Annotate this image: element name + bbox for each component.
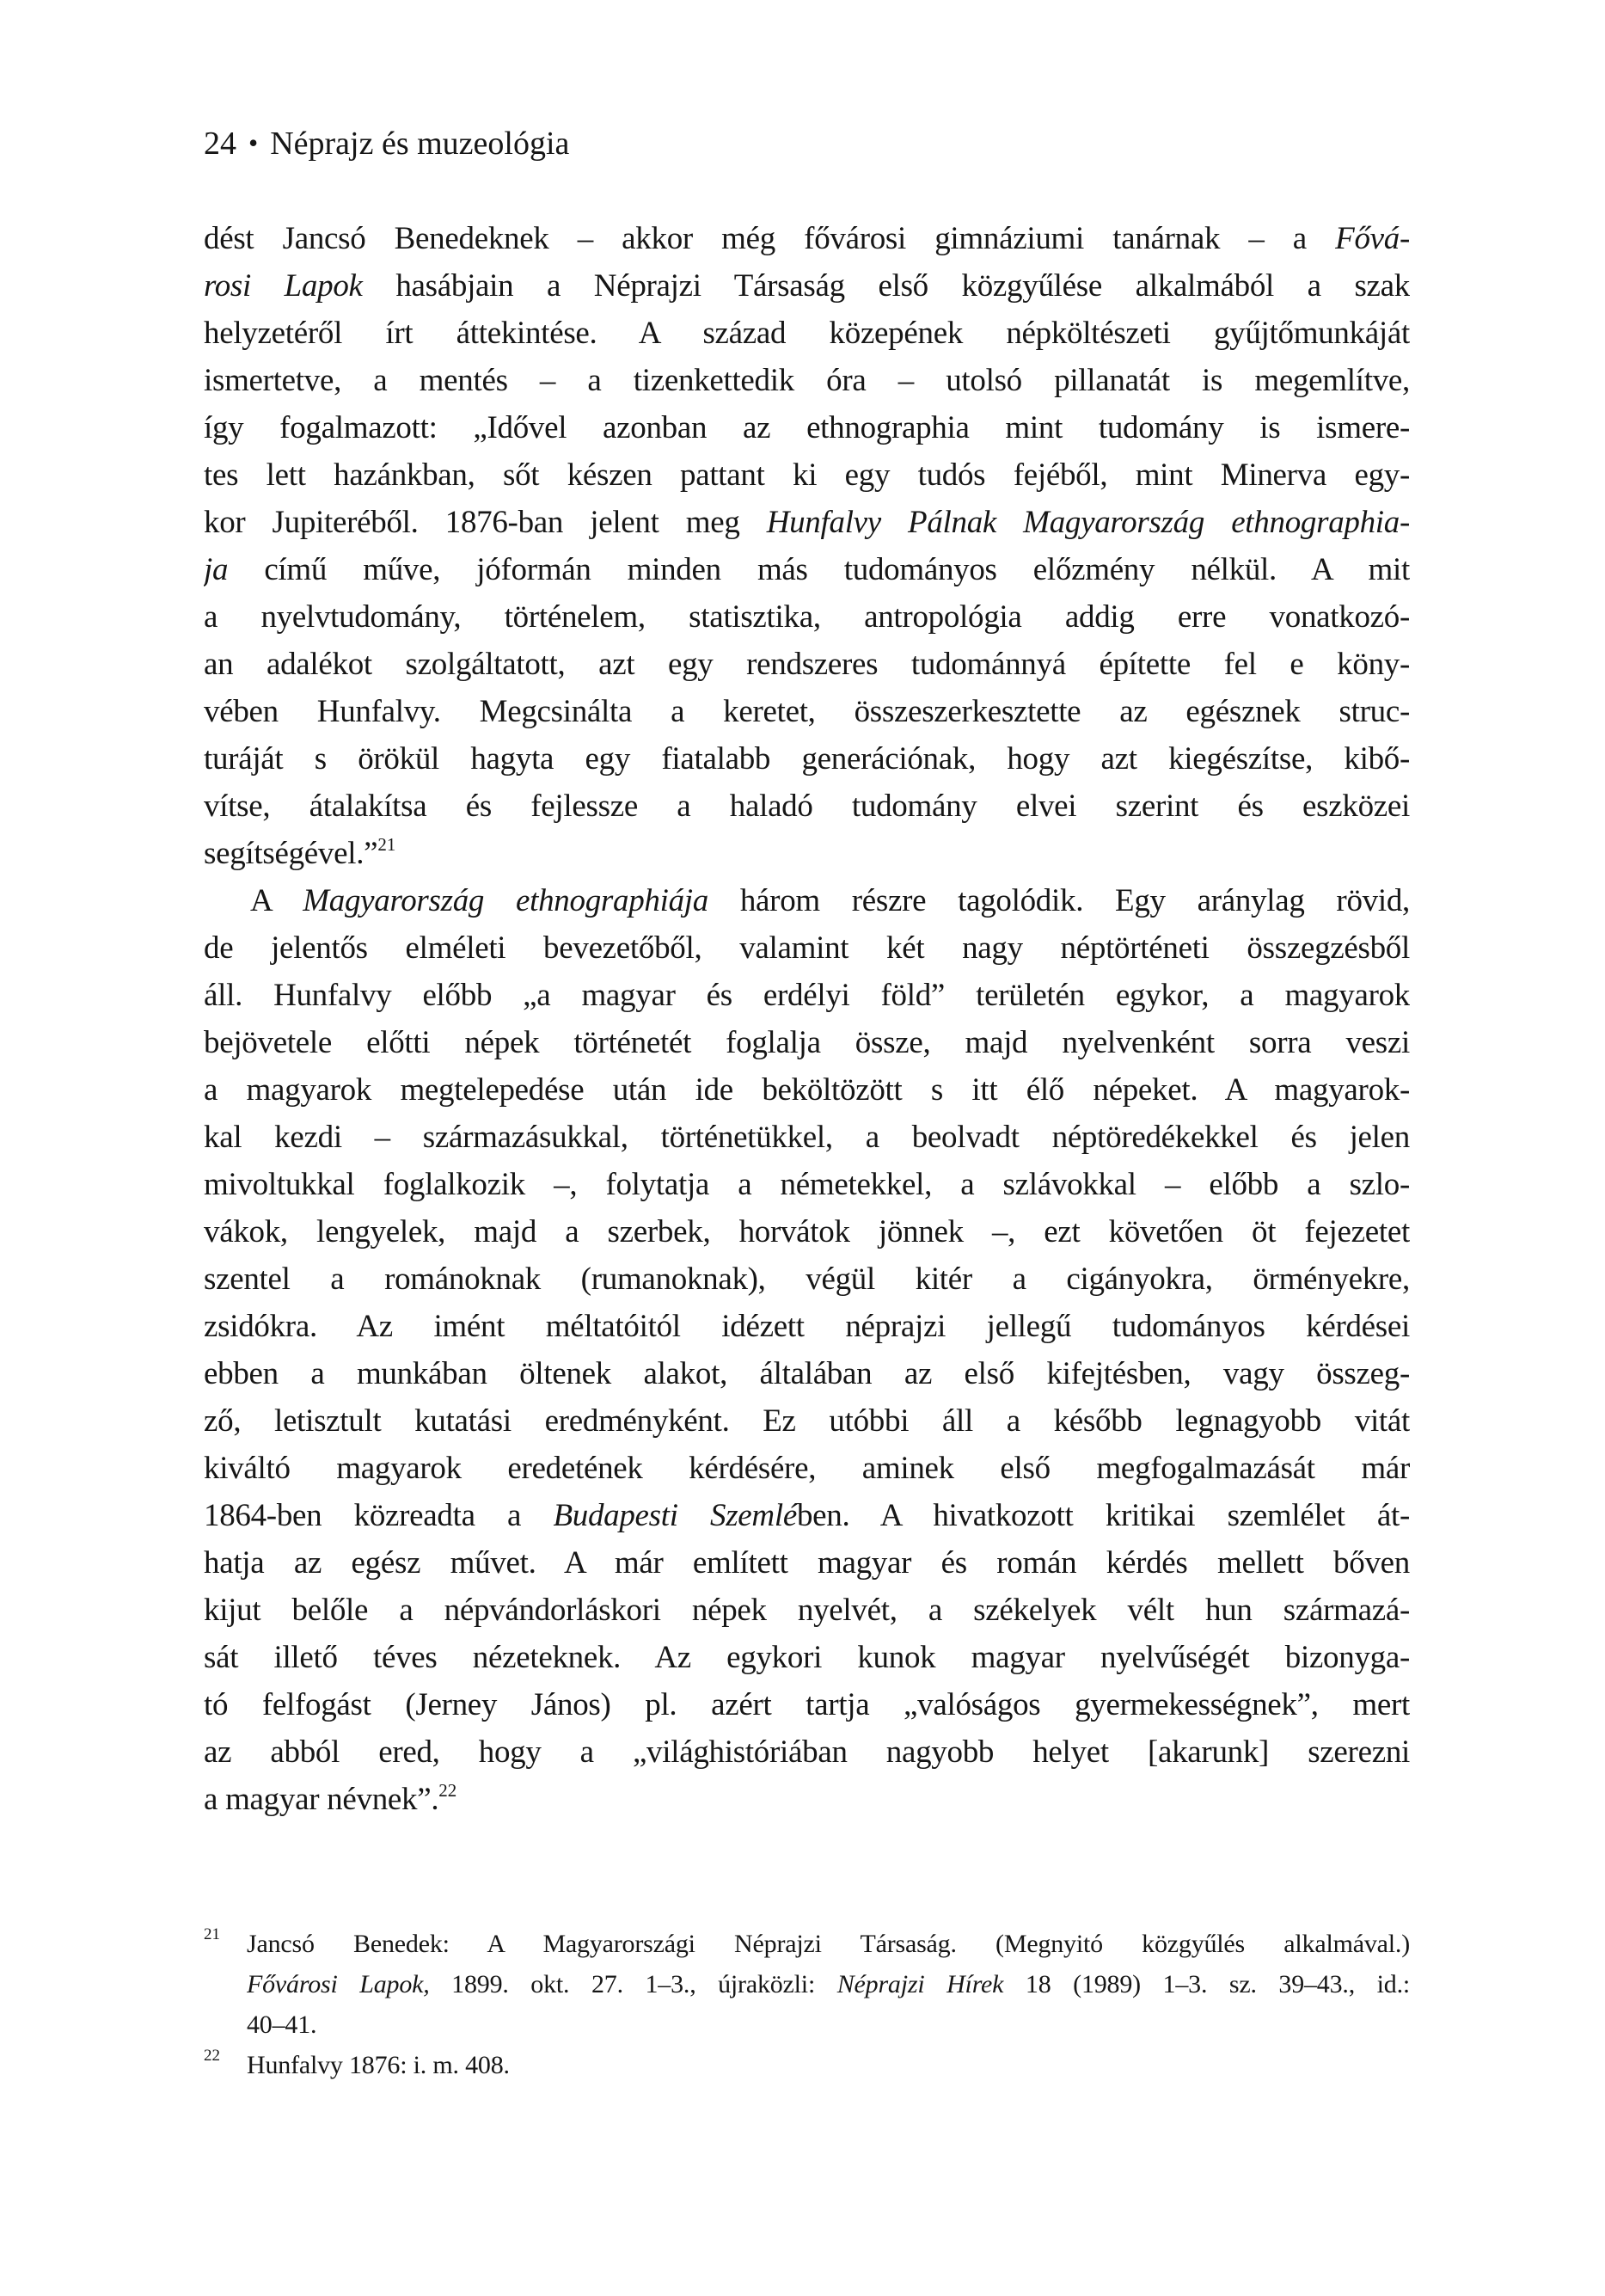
- italic-text-run: Budapesti Szemlé: [553, 1498, 797, 1533]
- body-line: [204, 1208, 1410, 1255]
- text-run: ben. A hivatkozott kritikai szemlélet át-: [796, 1498, 1410, 1533]
- footnote-marker: 21: [204, 1925, 220, 1943]
- text-run: segítségével.”: [204, 836, 378, 871]
- footnote-reference: 22: [438, 1780, 457, 1801]
- text-run: ebben a munkában öltenek alakot, általában az első kifejtésben, vagy összeg-: [204, 1356, 1410, 1391]
- body-line: [204, 1397, 1410, 1445]
- text-run: de jelentős elméleti bevezetőből, valamint két nagy néptörténeti összegzésből: [204, 930, 1410, 966]
- footnote-line: [247, 2045, 1410, 2085]
- footnote: [204, 1924, 1410, 2045]
- italic-text-run: Néprajzi Hírek: [836, 1970, 1004, 1998]
- body-line: [204, 1255, 1410, 1303]
- text-run: Jancsó Benedek: A Magyarországi Néprajzi Társaság. (Megnyitó közgyűlés alkalmával.): [247, 1930, 1410, 1958]
- text-run: a magyar névnek”.: [204, 1782, 439, 1817]
- body-line: [204, 1776, 1410, 1823]
- body-line: [204, 1728, 1410, 1776]
- text-run: sát illető téves nézeteknek. Az egykori kunok magyar nyelvűségét bizonyga-: [204, 1640, 1410, 1675]
- text-run: 18 (1989) 1–3. sz. 39–43., id.:: [1003, 1970, 1410, 1998]
- body-line: [204, 830, 1410, 877]
- text-run: tó felfogást (Jerney János) pl. azért tartja „valóságos gyermekességnek”, mert: [204, 1687, 1410, 1722]
- body-line: [204, 357, 1410, 404]
- text-run: Hunfalvy 1876: i. m. 408.: [247, 2051, 510, 2079]
- body-line: [204, 404, 1410, 451]
- body-line: [204, 924, 1410, 972]
- text-run: hatja az egész művet. A már említett magyar és román kérdés mellett bőven: [204, 1545, 1410, 1581]
- footnotes-section: [204, 1924, 1410, 2085]
- text-run: vében Hunfalvy. Megcsinálta a keretet, összeszerkesztette az egésznek struc-: [204, 694, 1410, 729]
- text-run: így fogalmazott: „Idővel azonban az ethnographia mint tudomány is ismere-: [204, 410, 1410, 445]
- body-line: [204, 451, 1410, 499]
- text-run: a magyarok megtelepedése után ide beköltözött s itt élő népeket. A magyarok-: [204, 1072, 1410, 1108]
- footnote-line: [247, 2004, 1410, 2045]
- body-line: [204, 1539, 1410, 1587]
- text-run: A: [250, 883, 303, 918]
- text-run: című műve, jóformán minden más tudományos előzmény nélkül. A mit: [228, 552, 1410, 587]
- body-line: [204, 262, 1410, 310]
- text-run: ző, letisztult kutatási eredményként. Ez utóbbi áll a később legnagyobb vitát: [204, 1403, 1410, 1439]
- body-line: [204, 1303, 1410, 1350]
- footnote-reference: 21: [377, 834, 396, 855]
- text-run: tes lett hazánkban, sőt készen pattant ki egy tudós fejéből, mint Minerva egy-: [204, 457, 1410, 493]
- text-run: kal kezdi – származásukkal, történetükkel, a beolvadt néptöredékekkel és jelen: [204, 1120, 1410, 1155]
- text-run: három részre tagolódik. Egy aránylag rövid,: [708, 883, 1410, 918]
- italic-text-run: Magyarország ethnographiája: [303, 883, 708, 918]
- body-line: [204, 641, 1410, 688]
- italic-text-run: Fővárosi Lapok,: [247, 1970, 430, 1998]
- running-header: [204, 123, 569, 163]
- body-line: [204, 1587, 1410, 1634]
- body-line: [204, 546, 1410, 593]
- header-title: Néprajz és muzeológia: [270, 126, 570, 162]
- footnote-line: [247, 1964, 1410, 2004]
- text-run: dést Jancsó Benedeknek – akkor még fővárosi gimnáziumi tanárnak – a: [204, 221, 1336, 256]
- italic-text-run: Fővá-: [1335, 221, 1410, 256]
- text-run: helyzetéről írt áttekintése. A század közepének népköltészeti gyűjtőmunkáját: [204, 316, 1410, 351]
- footnote-marker: 22: [204, 2047, 220, 2065]
- body-line: [204, 1634, 1410, 1681]
- body-line: [204, 1066, 1410, 1114]
- text-run: áll. Hunfalvy előbb „a magyar és erdélyi föld” területén egykor, a magyarok: [204, 978, 1410, 1013]
- text-run: bejövetele előtti népek történetét foglalja össze, majd nyelvenként sorra veszi: [204, 1025, 1410, 1060]
- bullet-separator: •: [248, 127, 259, 158]
- body-line: [204, 1019, 1410, 1066]
- body-line: [204, 1445, 1410, 1492]
- body-line: [204, 877, 1410, 924]
- body-line: [204, 972, 1410, 1019]
- body-line: [204, 735, 1410, 783]
- body-text: [204, 215, 1410, 1823]
- text-run: zsidókra. Az imént méltatóitól idézett néprajzi jellegű tudományos kérdései: [204, 1309, 1410, 1344]
- body-line: [204, 688, 1410, 735]
- body-line: [204, 1492, 1410, 1539]
- text-run: szentel a románoknak (rumanoknak), végül kitér a cigányokra, örményekre,: [204, 1262, 1410, 1297]
- footnote: [204, 2045, 1410, 2085]
- body-line: [204, 1350, 1410, 1397]
- body-line: [204, 215, 1410, 262]
- text-run: kiváltó magyarok eredetének kérdésére, aminek első megfogalmazását már: [204, 1451, 1410, 1486]
- text-run: vítse, átalakítsa és fejlessze a haladó tudomány elvei szerint és eszközei: [204, 789, 1410, 824]
- text-run: 1864-ben közreadta a: [204, 1498, 554, 1533]
- italic-text-run: rosi Lapok: [204, 268, 363, 304]
- text-run: kijut belőle a népvándorláskori népek nyelvét, a székelyek vélt hun származá-: [204, 1593, 1410, 1628]
- text-run: turáját s örökül hagyta egy fiatalabb generációnak, hogy azt kiegészítse, kibő-: [204, 741, 1410, 777]
- body-line: [204, 499, 1410, 546]
- text-run: an adalékot szolgáltatott, azt egy rendszeres tudománnyá építette fel e köny-: [204, 647, 1410, 682]
- body-line: [204, 1114, 1410, 1161]
- page-number: 24: [204, 126, 236, 162]
- body-line: [204, 1161, 1410, 1208]
- text-run: 1899. okt. 27. 1–3., újraközli:: [429, 1970, 837, 1998]
- body-line: [204, 783, 1410, 830]
- text-run: a nyelvtudomány, történelem, statisztika, antropológia addig erre vonatkozó-: [204, 599, 1410, 635]
- text-run: az abból ered, hogy a „világhistóriában nagyobb helyet [akarunk] szerezni: [204, 1734, 1410, 1770]
- text-run: 40–41.: [247, 2011, 317, 2039]
- text-run: hasábjain a Néprajzi Társaság első közgyűlése alkalmából a szak: [362, 268, 1410, 304]
- footnote-line: [247, 1924, 1410, 1964]
- text-run: ismertetve, a mentés – a tizenkettedik óra – utolsó pillanatát is megemlítve,: [204, 363, 1410, 398]
- body-line: [204, 310, 1410, 357]
- text-run: mivoltukkal foglalkozik –, folytatja a németekkel, a szlávokkal – előbb a szlo-: [204, 1167, 1410, 1202]
- body-line: [204, 1681, 1410, 1728]
- body-line: [204, 593, 1410, 641]
- text-run: vákok, lengyelek, majd a szerbek, horvátok jönnek –, ezt követően öt fejezetet: [204, 1214, 1410, 1249]
- italic-text-run: ja: [204, 552, 229, 587]
- italic-text-run: Hunfalvy Pálnak Magyarország ethnographia-: [766, 505, 1410, 540]
- text-run: kor Jupiteréből. 1876-ban jelent meg: [204, 505, 767, 540]
